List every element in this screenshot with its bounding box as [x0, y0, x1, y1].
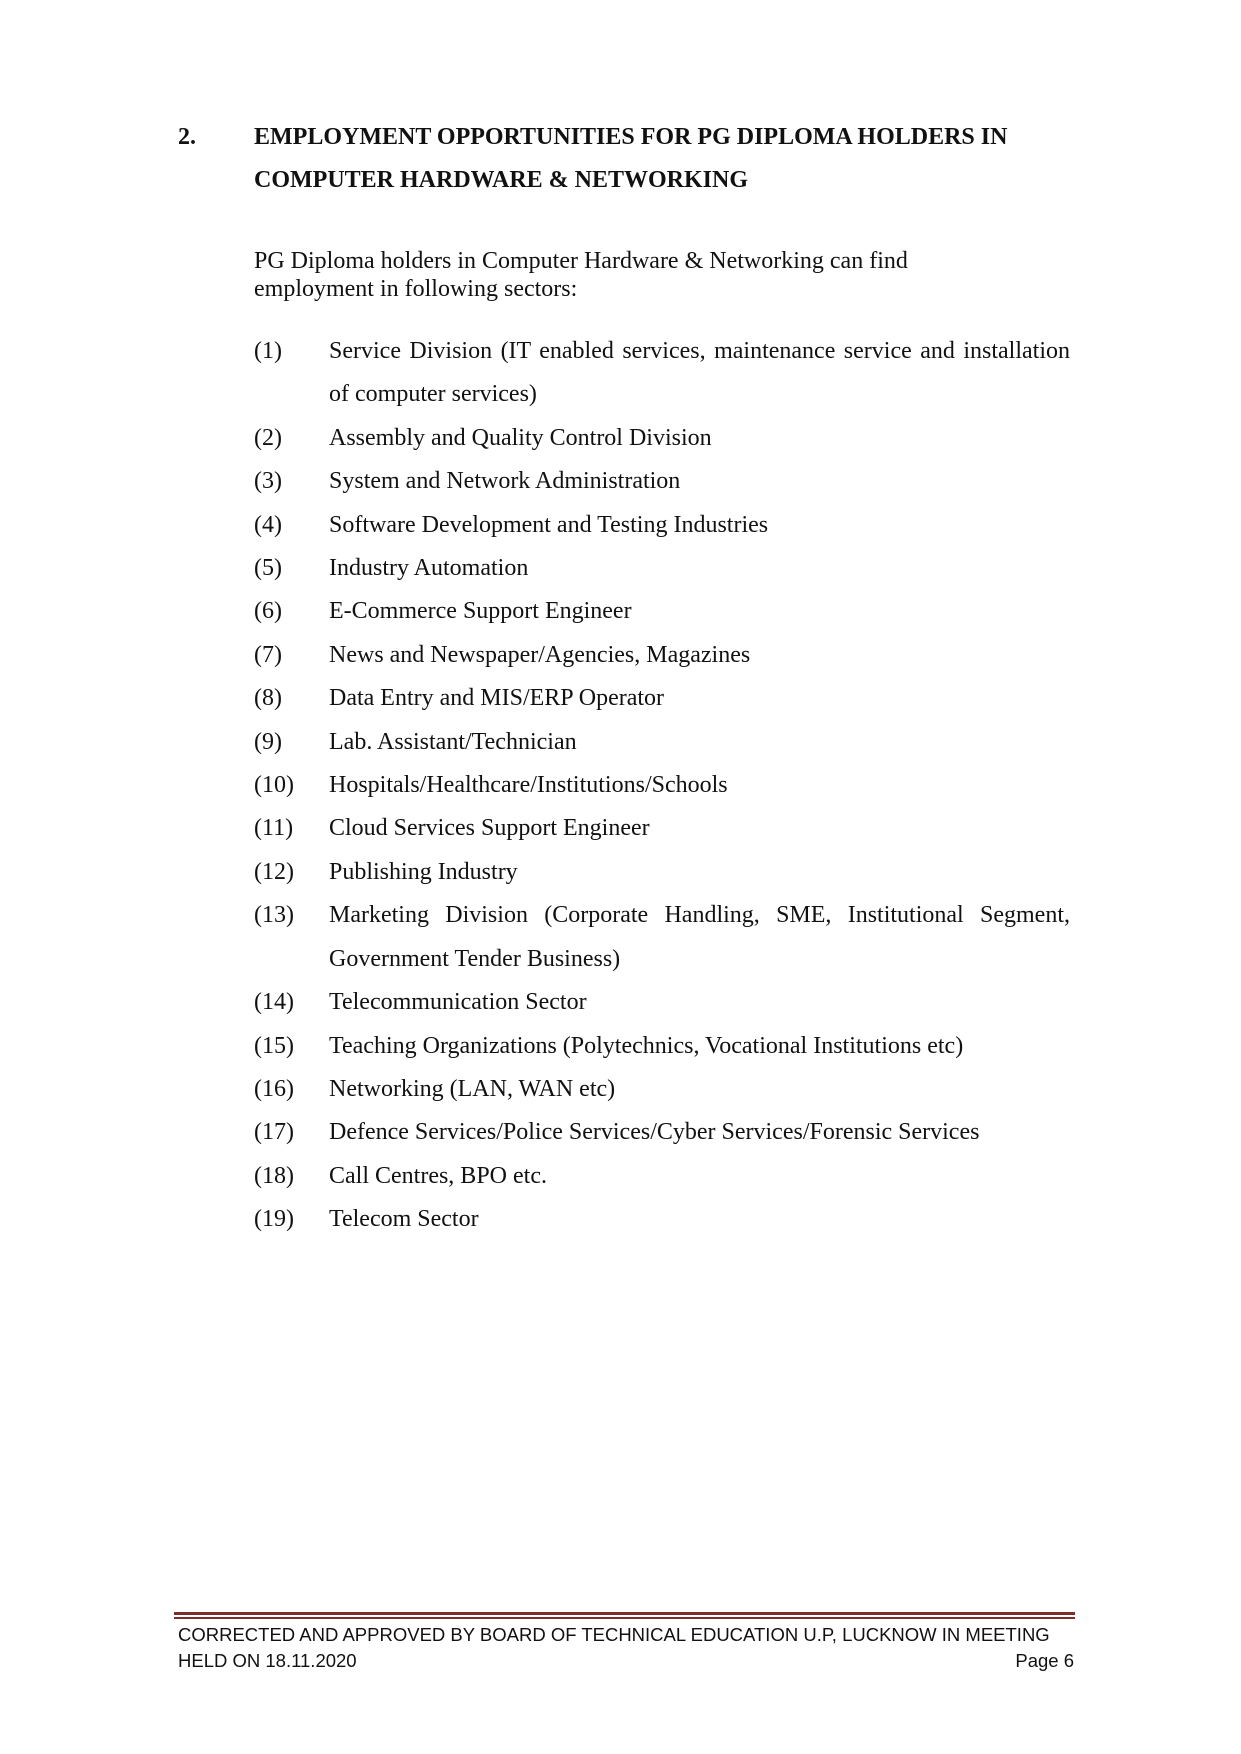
section-title [254, 116, 1054, 202]
list-item-text: Lab. Assistant/Technician [329, 728, 577, 755]
list-item-text: Publishing Industry [329, 858, 518, 885]
sector-list [254, 330, 1070, 1242]
footer-divider-thick [174, 1612, 1075, 1615]
list-item-text: Defence Services/Police Services/Cyber Services/Forensic Services [329, 1119, 980, 1146]
list-item-text: News and Newspaper/Agencies, Magazines [329, 641, 751, 668]
list-item-number: (10) [254, 772, 294, 799]
list-item [254, 807, 1070, 850]
list-item [254, 1025, 1070, 1068]
list-item [254, 1111, 1070, 1154]
list-item [254, 851, 1070, 894]
list-item [254, 330, 1070, 417]
list-item-text: Telecommunication Sector [329, 989, 587, 1016]
list-item-text: Teaching Organizations (Polytechnics, Vocational Institutions etc) [329, 1032, 964, 1059]
list-item-number: (12) [254, 858, 294, 885]
list-item-text: Call Centres, BPO etc. [329, 1162, 547, 1189]
section-number: 2. [178, 124, 196, 150]
list-item [254, 504, 1070, 547]
footer-line-2 [178, 1648, 1074, 1674]
list-item [254, 894, 1070, 981]
list-item [254, 460, 1070, 503]
intro-line-2: employment in following sectors: [254, 276, 578, 302]
list-item [254, 981, 1070, 1024]
intro-line-1: PG Diploma holders in Computer Hardware & Networking can find [254, 248, 908, 274]
list-item-number: (18) [254, 1162, 294, 1189]
section-title-line-2: COMPUTER HARDWARE & NETWORKING [254, 167, 749, 193]
list-item [254, 1068, 1070, 1111]
list-item-text: Industry Automation [329, 555, 529, 582]
page-footer [178, 1622, 1074, 1674]
list-item-number: (8) [254, 685, 282, 712]
list-item-number: (19) [254, 1206, 294, 1233]
list-item-number: (15) [254, 1032, 294, 1059]
list-item-text: Hospitals/Healthcare/Institutions/Schools [329, 772, 728, 799]
footer-line-1: CORRECTED AND APPROVED BY BOARD OF TECHNICAL EDUCATION U.P, LUCKNOW IN MEETING [178, 1624, 1050, 1645]
list-item-text: System and Network Administration [329, 468, 681, 495]
list-item-number: (5) [254, 555, 282, 582]
list-item-number: (3) [254, 468, 282, 495]
list-item [254, 417, 1070, 460]
list-item [254, 547, 1070, 590]
list-item [254, 634, 1070, 677]
intro-paragraph [254, 247, 1014, 303]
list-item [254, 677, 1070, 720]
list-item-number: (13) [254, 902, 294, 929]
list-item-text: Marketing Division (Corporate Handling, SME, Institutional Segment, Government Tender Business) [329, 902, 1070, 972]
footer-divider-thin [174, 1617, 1075, 1619]
page-number: Page 6 [1015, 1650, 1074, 1671]
list-item-number: (7) [254, 641, 282, 668]
list-item-number: (17) [254, 1119, 294, 1146]
list-item-text: Service Division (IT enabled services, maintenance service and installation of computer services) [329, 338, 1070, 408]
list-item-number: (1) [254, 338, 282, 364]
list-item [254, 1198, 1070, 1241]
list-item-text: Networking (LAN, WAN etc) [329, 1075, 616, 1102]
list-item-number: (14) [254, 989, 294, 1016]
list-item [254, 764, 1070, 807]
list-item [254, 721, 1070, 764]
list-item-text: Software Development and Testing Industries [329, 511, 769, 538]
list-item-number: (4) [254, 511, 282, 538]
list-item-number: (6) [254, 598, 282, 625]
list-item-number: (9) [254, 728, 282, 755]
list-item [254, 590, 1070, 633]
list-item-number: (16) [254, 1075, 294, 1102]
section-title-line-1: EMPLOYMENT OPPORTUNITIES FOR PG DIPLOMA HOLDERS IN [254, 124, 1008, 150]
list-item-text: Telecom Sector [329, 1206, 479, 1233]
list-item-text: Assembly and Quality Control Division [329, 424, 712, 451]
list-item-text: Cloud Services Support Engineer [329, 815, 650, 842]
footer-date: HELD ON 18.11.2020 [178, 1650, 357, 1671]
list-item-number: (11) [254, 815, 294, 842]
list-item-number: (2) [254, 424, 282, 451]
list-item-text: Data Entry and MIS/ERP Operator [329, 685, 665, 712]
list-item [254, 1155, 1070, 1198]
list-item-text: E-Commerce Support Engineer [329, 598, 632, 625]
